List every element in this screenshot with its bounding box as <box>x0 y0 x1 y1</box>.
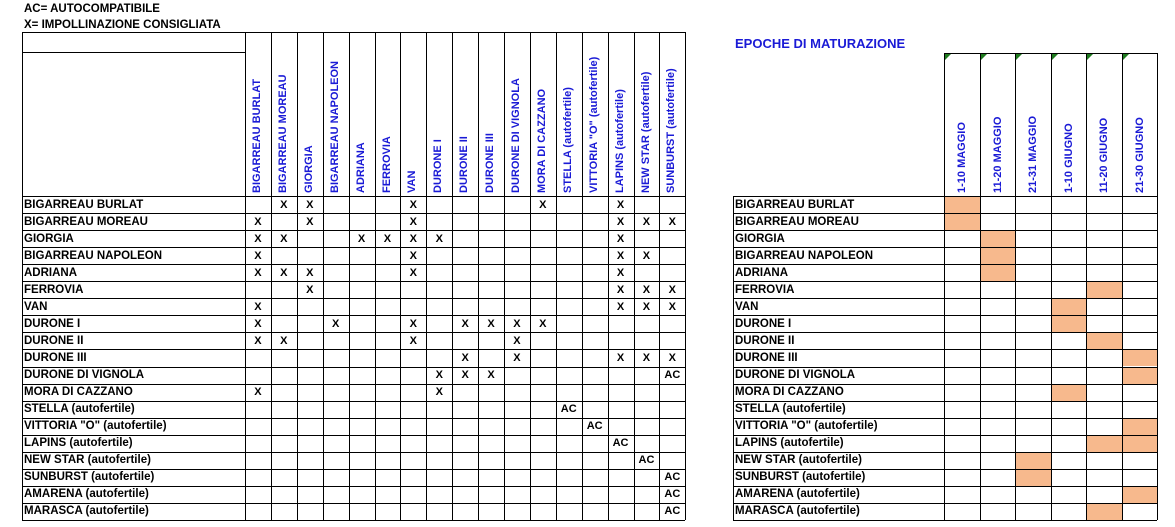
grid-line <box>530 32 531 520</box>
grid-line <box>1157 53 1158 520</box>
compat-cell: X <box>254 266 262 279</box>
compat-cell: X <box>616 283 625 296</box>
compat-cell: X <box>254 334 262 347</box>
ripening-mark <box>944 213 980 230</box>
compat-cell: X <box>461 317 469 330</box>
row-label: NEW STAR (autofertile) <box>24 454 151 467</box>
column-header: MORA DI CAZZANO <box>535 88 548 193</box>
compat-cell: X <box>306 283 314 296</box>
row-label: DURONE DI VIGNOLA <box>24 369 145 382</box>
compat-cell: X <box>306 198 314 211</box>
compat-cell: X <box>642 300 651 313</box>
grid-line <box>634 32 635 520</box>
compat-cell: X <box>254 249 262 262</box>
row-label: VITTORIA "O" (autofertile) <box>735 420 878 433</box>
compat-cell: X <box>306 215 314 228</box>
column-header: SUNBURST (autofertile) <box>665 68 678 193</box>
ripening-mark <box>980 264 1016 281</box>
grid-line <box>1122 53 1123 520</box>
grid-line <box>1086 53 1087 520</box>
ripening-mark <box>1015 469 1051 486</box>
compat-cell: X <box>539 198 547 211</box>
row-label: BIGARREAU NAPOLEON <box>735 249 874 262</box>
compat-cell: X <box>461 351 469 364</box>
compat-cell: X <box>409 334 417 347</box>
compat-cell: X <box>513 334 521 347</box>
compat-cell: X <box>409 215 417 228</box>
compat-cell: X <box>668 215 676 228</box>
row-label: NEW STAR (autofertile) <box>735 454 862 467</box>
column-header: NEW STAR (autofertile) <box>639 71 652 193</box>
compat-cell: X <box>435 232 443 245</box>
ripening-mark <box>1086 435 1122 452</box>
compat-cell: X <box>616 266 625 279</box>
period-header: 21-31 MAGGIO <box>1027 115 1039 193</box>
corner-marker <box>1087 54 1093 60</box>
compat-cell: X <box>668 351 676 364</box>
compat-cell: X <box>513 317 521 330</box>
ripening-mark <box>1122 349 1158 366</box>
ripening-mark <box>1086 281 1122 298</box>
compat-cell: X <box>409 249 417 262</box>
grid-line <box>22 32 685 33</box>
row-label: DURONE III <box>24 351 87 364</box>
grid-line <box>1015 53 1016 520</box>
compat-cell: X <box>616 300 625 313</box>
compat-cell: AC <box>664 369 681 382</box>
compat-cell: X <box>513 351 521 364</box>
row-label: SUNBURST (autofertile) <box>735 471 866 484</box>
compat-cell: AC <box>664 505 681 518</box>
compat-cell: X <box>306 266 314 279</box>
row-label: ADRIANA <box>735 266 789 279</box>
compat-cell: X <box>254 386 262 399</box>
column-header: BIGARREAU BURLAT <box>251 78 263 193</box>
compat-cell: X <box>616 232 625 245</box>
ripening-mark <box>1122 418 1158 435</box>
grid-line <box>659 32 660 520</box>
row-label: DURONE I <box>735 317 792 330</box>
ripening-mark <box>1051 384 1087 401</box>
legend-x: X= IMPOLLINAZIONE CONSIGLIATA <box>24 19 221 31</box>
row-label: GIORGIA <box>24 232 74 245</box>
compat-cell: AC <box>612 437 629 450</box>
compat-cell: X <box>280 198 288 211</box>
compat-cell: X <box>435 369 443 382</box>
row-label: MORA DI CAZZANO <box>735 386 844 399</box>
row-label: BIGARREAU NAPOLEON <box>24 249 163 262</box>
compat-cell: X <box>616 198 625 211</box>
compat-cell: X <box>409 232 417 245</box>
compat-cell: X <box>668 300 676 313</box>
compat-cell: X <box>642 249 651 262</box>
compat-cell: X <box>461 369 469 382</box>
grid-line <box>582 32 583 520</box>
period-header: 11-20 MAGGIO <box>991 116 1004 193</box>
column-header: DURONE III <box>484 133 497 193</box>
grid-line <box>426 32 427 520</box>
column-header: STELLA (autofertile) <box>561 87 574 193</box>
ripening-title: EPOCHE DI MATURAZIONE <box>735 36 906 51</box>
corner-marker <box>981 54 987 60</box>
compat-cell: X <box>280 232 288 245</box>
grid-line <box>22 52 245 53</box>
grid-line <box>685 32 686 520</box>
period-header: 1-10 GIUGNO <box>1062 123 1075 193</box>
grid-line <box>22 520 685 521</box>
row-label: DURONE II <box>24 334 84 347</box>
compat-cell: AC <box>586 420 603 433</box>
column-header: DURONE DI VIGNOLA <box>510 78 522 193</box>
column-header: GIORGIA <box>302 145 315 193</box>
row-label: STELLA (autofertile) <box>735 403 846 416</box>
compat-cell: AC <box>560 403 577 416</box>
legend-ac: AC= AUTOCOMPATIBILE <box>24 3 160 15</box>
row-label: AMARENA (autofertile) <box>24 488 149 501</box>
grid-line <box>504 32 505 520</box>
grid-line <box>478 32 479 520</box>
column-header: ADRIANA <box>354 142 367 193</box>
corner-marker <box>1016 54 1022 60</box>
compat-cell: X <box>409 317 417 330</box>
row-label: BIGARREAU MOREAU <box>735 215 859 228</box>
compat-cell: AC <box>664 488 681 501</box>
grid-line <box>556 32 557 520</box>
period-header: 1-10 MAGGIO <box>956 122 968 193</box>
compat-cell: X <box>254 317 262 330</box>
compat-cell: X <box>487 317 495 330</box>
column-header: BIGARREAU MOREAU <box>276 74 289 193</box>
ripening-mark <box>1015 452 1051 469</box>
row-label: BIGARREAU MOREAU <box>24 215 148 228</box>
ripening-mark <box>980 230 1016 247</box>
row-label: BIGARREAU BURLAT <box>24 198 144 211</box>
compat-cell: X <box>409 266 417 279</box>
compat-cell: X <box>642 215 651 228</box>
grid-line <box>375 32 376 520</box>
row-label: BIGARREAU BURLAT <box>735 198 855 211</box>
ripening-mark <box>944 196 980 213</box>
compat-cell: X <box>383 232 392 245</box>
compat-cell: X <box>642 351 651 364</box>
column-header: VITTORIA "O" (autofertile) <box>587 56 600 193</box>
grid-line <box>980 53 981 520</box>
row-label: MORA DI CAZZANO <box>24 386 133 399</box>
column-header: DURONE II <box>458 136 471 193</box>
grid-line <box>452 32 453 520</box>
compat-cell: X <box>357 232 366 245</box>
compat-cell: X <box>487 369 495 382</box>
row-label: LAPINS (autofertile) <box>735 437 844 450</box>
ripening-mark <box>1086 503 1122 520</box>
column-header: BIGARREAU NAPOLEON <box>328 60 341 193</box>
row-label: FERROVIA <box>24 283 84 296</box>
compat-cell: X <box>616 249 625 262</box>
grid-line <box>349 32 350 520</box>
row-label: STELLA (autofertile) <box>24 403 135 416</box>
ripening-mark <box>1051 298 1087 315</box>
ripening-mark <box>1086 332 1122 349</box>
column-header: FERROVIA <box>380 136 393 193</box>
row-label: ADRIANA <box>24 266 78 279</box>
row-label: MARASCA (autofertile) <box>735 505 860 518</box>
compat-cell: X <box>254 215 262 228</box>
compat-cell: X <box>435 386 443 399</box>
compat-cell: X <box>331 317 340 330</box>
row-label: LAPINS (autofertile) <box>24 437 133 450</box>
column-header: LAPINS (autofertile) <box>613 89 626 193</box>
row-label: GIORGIA <box>735 232 785 245</box>
compat-cell: X <box>539 317 547 330</box>
compat-cell: X <box>616 215 625 228</box>
corner-marker <box>1123 54 1129 60</box>
period-header: 11-20 GIUGNO <box>1098 117 1110 193</box>
row-label: DURONE II <box>735 334 795 347</box>
compat-cell: X <box>254 300 262 313</box>
column-header: VAN <box>406 170 419 193</box>
row-label: DURONE DI VIGNOLA <box>735 369 856 382</box>
corner-marker <box>945 54 951 60</box>
ripening-mark <box>1122 435 1158 452</box>
row-label: VITTORIA "O" (autofertile) <box>24 420 167 433</box>
ripening-mark <box>980 247 1016 264</box>
compat-cell: X <box>280 266 288 279</box>
column-header: DURONE I <box>432 139 445 193</box>
row-label: MARASCA (autofertile) <box>24 505 149 518</box>
row-label: FERROVIA <box>735 283 795 296</box>
compat-cell: X <box>280 334 288 347</box>
compat-cell: X <box>668 283 676 296</box>
row-label: AMARENA (autofertile) <box>735 488 860 501</box>
compat-cell: X <box>254 232 262 245</box>
grid-line <box>944 53 945 520</box>
row-label: DURONE III <box>735 351 798 364</box>
grid-line <box>1051 53 1052 520</box>
compat-cell: X <box>616 351 625 364</box>
compat-cell: X <box>409 198 417 211</box>
corner-marker <box>1052 54 1058 60</box>
period-header: 21-30 GIUGNO <box>1133 117 1146 193</box>
ripening-mark <box>1122 367 1158 384</box>
compat-cell: X <box>642 283 651 296</box>
row-label: DURONE I <box>24 317 81 330</box>
ripening-mark <box>1051 315 1087 332</box>
grid-line <box>733 520 1157 521</box>
compat-cell: AC <box>664 471 681 484</box>
ripening-mark <box>1122 486 1158 503</box>
row-label: SUNBURST (autofertile) <box>24 471 155 484</box>
row-label: VAN <box>24 300 48 313</box>
row-label: VAN <box>735 300 759 313</box>
grid-line <box>323 32 324 520</box>
compat-cell: AC <box>638 454 655 467</box>
